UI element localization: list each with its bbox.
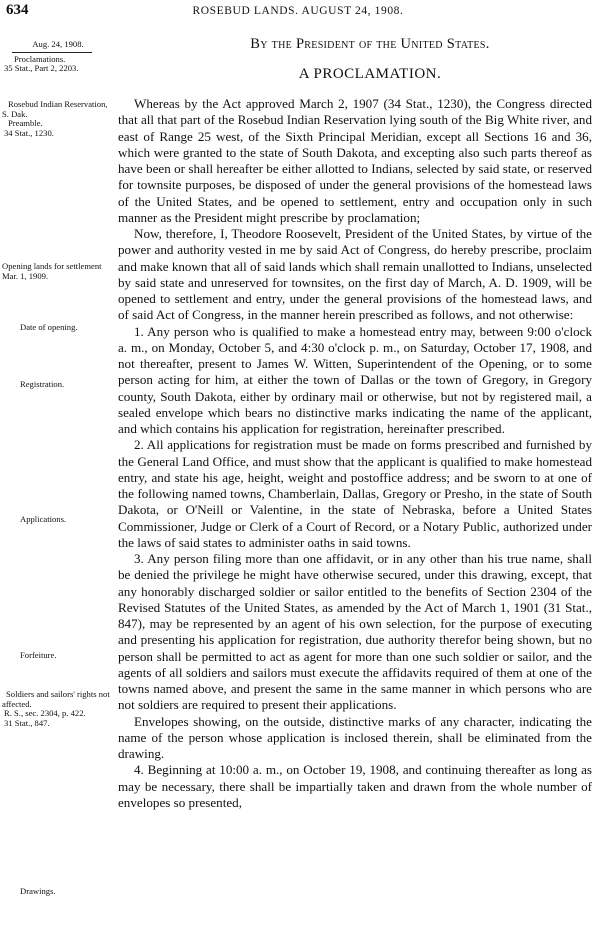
side-note-rosebud-text: Rosebud Indian Reservation, S. Dak. (2, 99, 108, 119)
side-note-soldiers-block (2, 690, 114, 729)
side-note-preamble: Preamble. (8, 118, 43, 129)
side-note-opening-lands: Opening lands for settlement Mar. 1, 1909. (2, 261, 102, 281)
side-note-rs-ref: R. S., sec. 2304, p. 422. (4, 708, 86, 719)
proclamation-title: A PROCLAMATION. (298, 66, 442, 82)
running-head: ROSEBUD LANDS. AUGUST 24, 1908. (192, 5, 404, 17)
paragraph-now-therefore: Now, therefore, I, Theodore Roosevelt, President of the United States, by virtue of the power and authority vested in me by said Act of Congress, do hereby prescribe, proclaim and make known that all of said lands which shall remain unallotted to Indians, unselected by said state and unreserved for townsites, on the first day of March, A. D. 1909, will be opened to settlement and entry, under the general provisions of the homestead laws, and of said Act of Congress, in the manner herein prescribed as follows, and not otherwise: (118, 226, 592, 323)
page-number: 634 (6, 2, 29, 18)
page-header (6, 2, 590, 22)
side-note-stat-847: 31 Stat., 847. (4, 717, 50, 728)
side-note-stat-ref: 35 Stat., Part 2, 2203. (4, 63, 79, 74)
paragraph-preamble: Whereas by the Act approved March 2, 1907 (34 Stat., 1230), the Congress directed that all that part of the Rosebud Indian Reservation lying south of the Big White river, and east of Range 25 west, of the Sixth Principal Meridian, except all Sections 16 and 36, which were granted to the state of South Dakota, and excepting also such parts thereof as have been or shall hereafter be either allotted to Indians, selected by said state, or reserved for townsite purposes, be disposed of under the general provisions of the homestead laws of the United States, and be opened to settlement, entry and occupation only in such manner as the President might prescribe by proclamation; (118, 96, 592, 225)
paragraph-drawings: 4. Beginning at 10:00 a. m., on October 19, 1908, and continuing thereafter as long as may be necessary, there shall be impartially taken and drawn from the whole number of envelopes so presented, (118, 762, 592, 810)
side-note-forfeiture: Forfeiture. (20, 650, 57, 660)
body-text (118, 96, 592, 811)
side-note-soldiers: Soldiers and sailors' rights not affected. (2, 689, 110, 709)
side-note-date: Aug. 24, 1908. (32, 39, 84, 49)
side-note-stat-1230: 34 Stat., 1230. (4, 127, 54, 138)
side-note-date-of-opening: Date of opening. (20, 322, 78, 332)
paragraph-applications: 2. All applications for registration must be made on forms prescribed and furnished by the General Land Office, and must show that the applicant is qualified to make homestead entry, and state his age, height, weight and postoffice address; and be sworn to at one of the following named towns, Chamberlain, Dallas, Gregory or Presho, in the state of South Dakota, or O'Neill or Valentine, in the state of Nebraska, before a United States Commissioner, Judge or Clerk of a Court of Record, or a Notary Public, authorized under the laws of said states to administer oaths in said towns. (118, 437, 592, 550)
side-note-drawings: Drawings. (20, 886, 56, 896)
side-note-rosebud (2, 100, 114, 139)
paragraph-forfeiture: 3. Any person filing more than one affidavit, or in any other than his true name, shall be denied the privilege he might have otherwise secured, under this drawing, except, that any honorably discharged soldier or sailor entitled to the benefits of Section 2304 of the Revised Statutes of the United States, as amended by the Act of March 1, 1901 (31 Stat., 847), may be represented by an agent of his own selection, for the purpose of executing and presenting his application for registration, due authority therefor being shown, but no person shall be permitted to act as agent for more than one such soldier or sailor, and the agents of all soldiers and sailors must execute the affidavits required of them at one of the towns named above, and present the same in the same manner in which persons who are not soldiers are required to present their applications. (118, 551, 592, 713)
side-note-date-block (2, 40, 114, 74)
side-note-registration: Registration. (20, 379, 65, 389)
side-note-proclamations: Proclamations. (14, 53, 66, 64)
paragraph-envelopes: Envelopes showing, on the outside, distinctive marks of any character, indicating the name of the person whose application is inclosed therein, shall be eliminated from the drawing. (118, 713, 592, 761)
side-note-divider (12, 52, 92, 53)
byline: By the President of the United States. (250, 36, 490, 52)
side-note-applications: Applications. (20, 514, 67, 524)
paragraph-registration: 1. Any person who is qualified to make a homestead entry may, between 9:00 o'clock a. m., on Monday, October 5, and 4:30 o'clock p. m., on Saturday, October 17, 1908, and not thereafter, present to James W. Witten, Superintendent of the Opening, or to some person acting for him, at either the town of Dallas or the town of Gregory, in Gregory county, South Dakota, either by ordinary mail or otherwise, but not by registered mail, a sealed envelope which bears no distinctive marks indicating the name of the applicant, and which contains his application for registration, hereinafter prescribed. (118, 323, 592, 436)
